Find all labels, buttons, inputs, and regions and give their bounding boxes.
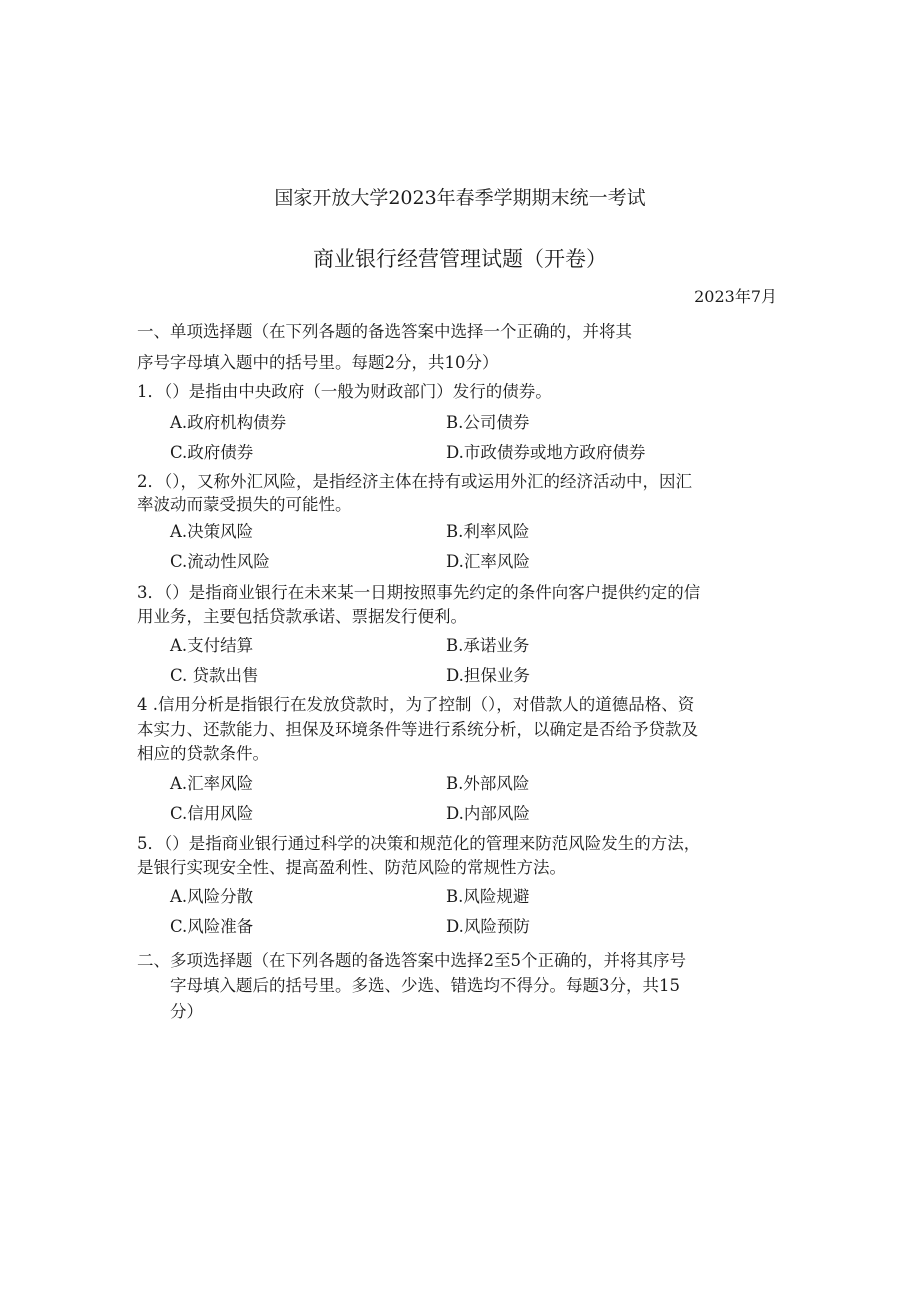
q5-option-b: B.风险规避: [446, 887, 530, 906]
q4-option-d: D.内部风险: [446, 804, 530, 823]
question-4-line-1: 4 .信用分析是指银行在发放贷款时，为了控制（），对借款人的道德品格、资: [137, 695, 695, 714]
exam-subtitle: 商业银行经营管理试题（开卷）: [313, 247, 607, 271]
q5-option-a: A.风险分散: [170, 887, 254, 906]
section2-heading-line1: 二、多项选择题（在下列各题的备选答案中选择2至5个正确的，并将其序号: [137, 951, 686, 970]
question-4-line-2: 本实力、还款能力、担保及环境条件等进行系统分析，以确定是否给予贷款及: [137, 720, 698, 739]
q5-option-c: C.风险准备: [170, 917, 254, 936]
question-2-line-2: 率波动而蒙受损失的可能性。: [137, 495, 352, 514]
section2-heading-line2: 字母填入题后的括号里。多选、少选、错选均不得分。每题3分，共15: [170, 976, 680, 995]
q4-option-b: B.外部风险: [446, 774, 530, 793]
q4-option-c: C.信用风险: [170, 804, 254, 823]
question-4-line-3: 相应的贷款条件。: [137, 744, 269, 763]
question-5-line-2: 是银行实现安全性、提高盈利性、防范风险的常规性方法。: [137, 858, 566, 877]
question-3-line-1: 3．（）是指商业银行在未来某一日期按照事先约定的条件向客户提供约定的信: [137, 583, 701, 602]
question-1-line-1: 1．（）是指由中央政府（一般为财政部门）发行的债券。: [137, 382, 552, 401]
q5-option-d: D.风险预防: [446, 917, 530, 936]
q1-option-d: D.市政债券或地方政府债券: [446, 443, 646, 462]
q3-option-b: B.承诺业务: [446, 636, 530, 655]
q2-option-c: C.流动性风险: [170, 552, 270, 571]
q1-option-c: C.政府债券: [170, 443, 254, 462]
exam-date: 2023年7月: [694, 287, 777, 306]
section1-heading-line2: 序号字母填入题中的括号里。每题2分，共10分）: [137, 353, 499, 372]
q1-option-a: A.政府机构债券: [170, 413, 287, 432]
question-2-line-1: 2．（），又称外汇风险，是指经济主体在持有或运用外汇的经济活动中，因汇: [137, 472, 692, 491]
section1-heading-line1: 一、单项选择题（在下列各题的备选答案中选择一个正确的，并将其: [137, 322, 632, 341]
q3-option-a: A.支付结算: [170, 636, 254, 655]
q2-option-a: A.决策风险: [170, 522, 254, 541]
question-5-line-1: 5．（）是指商业银行通过科学的决策和规范化的管理来防范风险发生的方法，: [137, 834, 701, 853]
exam-title: 国家开放大学2023年春季学期期末统一考试: [274, 187, 646, 209]
q4-option-a: A.汇率风险: [170, 774, 254, 793]
section2-heading-line3: 分）: [170, 1002, 203, 1021]
q2-option-b: B.利率风险: [446, 522, 530, 541]
q3-option-d: D.担保业务: [446, 666, 530, 685]
q2-option-d: D.汇率风险: [446, 552, 530, 571]
q3-option-c: C. 贷款出售: [170, 666, 259, 685]
question-3-line-2: 用业务，主要包括贷款承诺、票据发行便利。: [137, 607, 467, 626]
q1-option-b: B.公司债券: [446, 413, 530, 432]
